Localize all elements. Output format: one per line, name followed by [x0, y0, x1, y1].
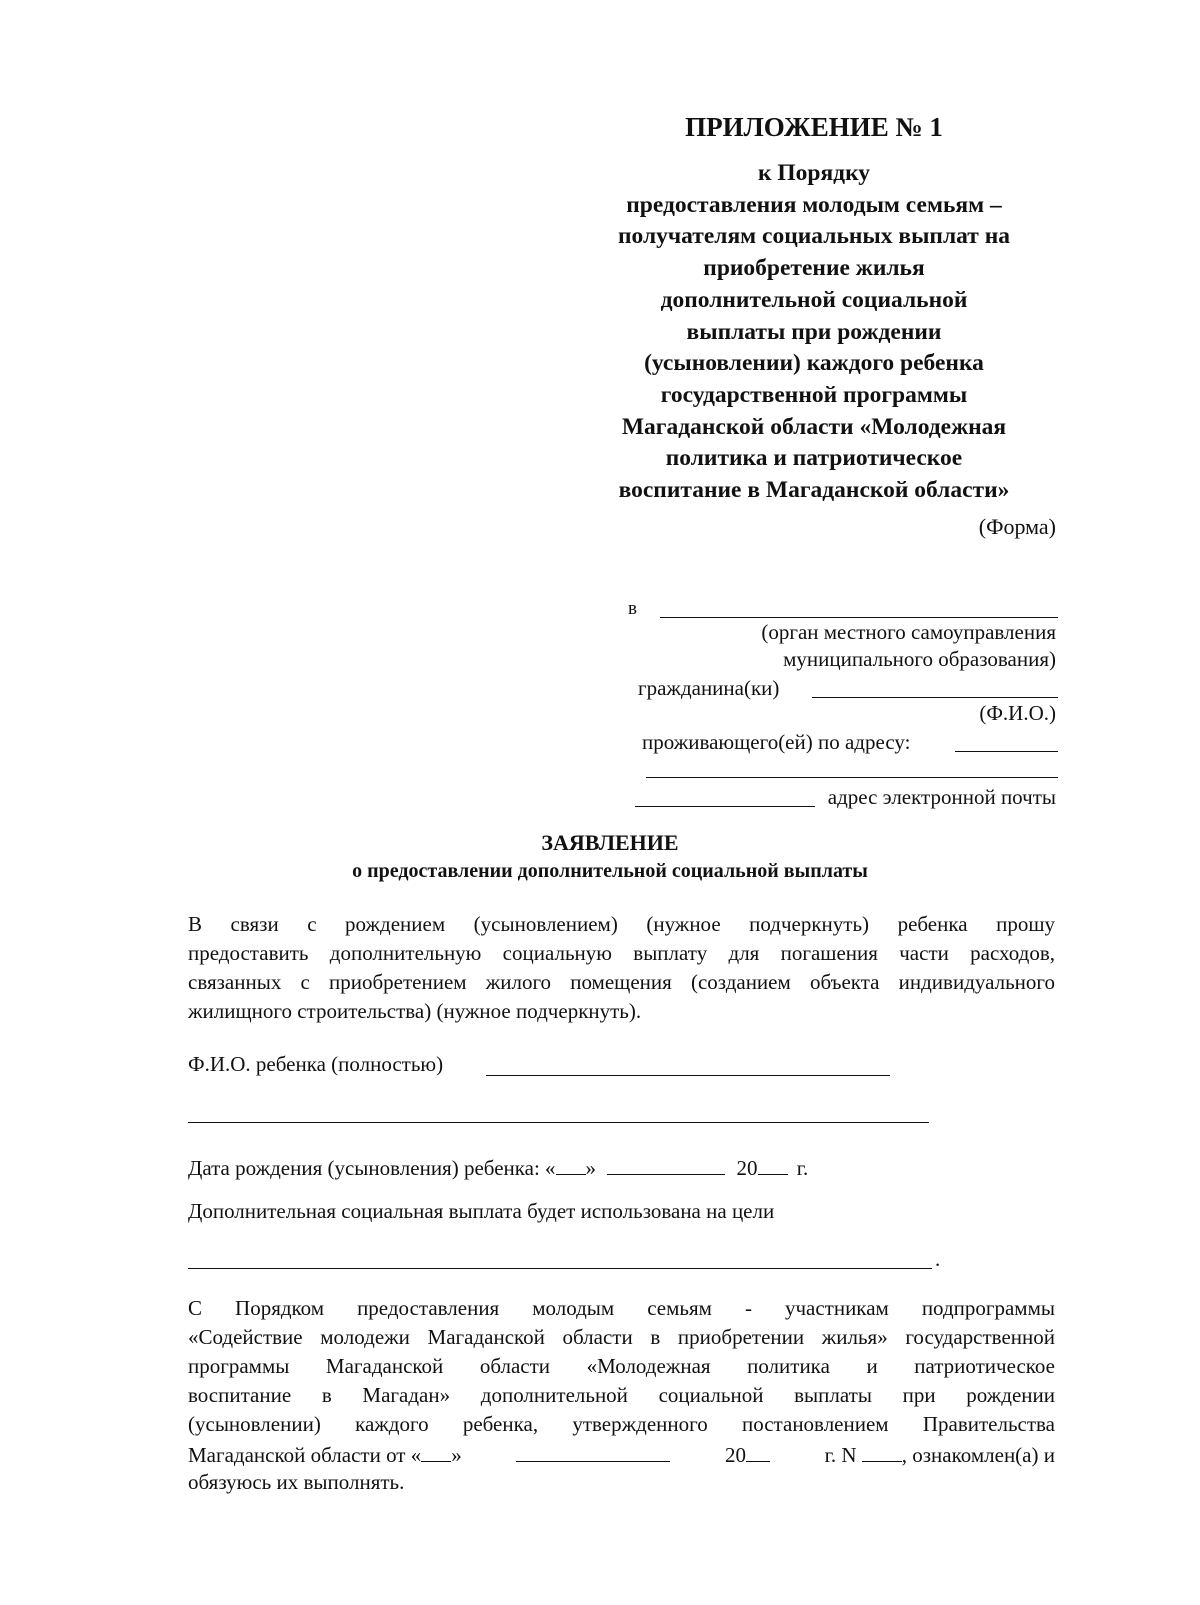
- birth-month-field[interactable]: [607, 1152, 725, 1175]
- ack-date-prefix: Магаданской области от «: [188, 1443, 422, 1468]
- child-fio-label: Ф.И.О. ребенка (полностью): [188, 1052, 444, 1076]
- ack-number-prefix: г. N: [824, 1443, 857, 1468]
- ack-line: «Содействие молодежи Магаданской области в приобретении жилья» государственной: [188, 1325, 1055, 1349]
- appendix-line: к Порядку: [757, 160, 871, 186]
- statement-paragraph: [188, 910, 1055, 1026]
- citizen-label: гражданина(ки): [638, 676, 780, 700]
- paragraph-line: связанных с приобретением жилого помещения (созданием объекта индивидуального: [188, 970, 1055, 994]
- birth-day-field[interactable]: [556, 1152, 586, 1175]
- appendix-line: (усыновлении) каждого ребенка: [644, 350, 984, 377]
- paragraph-line: жилищного строительства) (нужное подчеркнуть).: [188, 999, 642, 1023]
- birth-year-prefix: 20: [736, 1156, 758, 1181]
- paragraph-line: предоставить дополнительную социальную выплату для погашения части расходов,: [188, 941, 1055, 965]
- fio-caption: (Ф.И.О.): [979, 701, 1056, 725]
- ack-year-field[interactable]: [746, 1439, 770, 1462]
- ack-year-prefix: 20: [724, 1443, 746, 1468]
- authority-caption: муниципального образования): [783, 647, 1056, 671]
- ack-line: (усыновлении) каждого ребенка, утвержденного постановлением Правительства: [188, 1412, 1055, 1436]
- ack-line: обязуюсь их выполнять.: [188, 1470, 405, 1494]
- authority-field[interactable]: [660, 617, 1058, 618]
- address-field-line2[interactable]: [646, 777, 1058, 778]
- birth-year-suffix: г.: [796, 1156, 809, 1181]
- appendix-line: выплаты при рождении: [686, 318, 942, 345]
- ack-day-field[interactable]: [421, 1439, 451, 1462]
- statement-title: ЗАЯВЛЕНИЕ: [541, 830, 679, 855]
- birth-date-row: [188, 1152, 808, 1181]
- address-field[interactable]: [955, 751, 1058, 752]
- ack-line: программы Магаданской области «Молодежная политика и патриотическое: [188, 1354, 1055, 1378]
- appendix-line: приобретение жилья: [703, 255, 925, 282]
- authority-caption: (орган местного самоуправления: [761, 620, 1056, 644]
- purpose-field[interactable]: [188, 1268, 932, 1269]
- statement-subtitle: о предоставлении дополнительной социальной выплаты: [352, 860, 868, 882]
- child-fio-field[interactable]: [486, 1075, 890, 1076]
- ack-date-row: [188, 1439, 1055, 1468]
- ack-date-quote: »: [451, 1443, 462, 1468]
- email-label: адрес электронной почты: [827, 785, 1056, 809]
- appendix-title: ПРИЛОЖЕНИЕ № 1: [685, 112, 943, 142]
- appendix-line: государственной программы: [660, 381, 968, 408]
- ack-month-field[interactable]: [516, 1439, 670, 1462]
- appendix-line: получателям социальных выплат на: [617, 223, 1011, 250]
- to-prefix: в: [628, 598, 637, 619]
- appendix-line: политика и патриотическое: [665, 445, 963, 472]
- birth-date-quote: »: [585, 1156, 597, 1181]
- ack-number-field[interactable]: [862, 1439, 902, 1462]
- form-label: (Форма): [978, 514, 1056, 539]
- address-label: проживающего(ей) по адресу:: [642, 730, 911, 754]
- appendix-line: воспитание в Магаданской области»: [618, 477, 1010, 504]
- appendix-line: Магаданской области «Молодежная: [621, 413, 1007, 440]
- appendix-line: предоставления молодым семьям –: [626, 191, 1002, 218]
- purpose-end: .: [935, 1247, 941, 1271]
- ack-date-suffix: , ознакомлен(а) и: [901, 1443, 1055, 1468]
- ack-line: С Порядком предоставления молодым семьям - участникам подпрограммы: [188, 1296, 1055, 1320]
- acknowledgement-paragraph: [188, 1294, 1055, 1497]
- appendix-line: дополнительной социальной: [660, 286, 968, 313]
- appendix-header: [570, 110, 1058, 507]
- ack-line: воспитание в Магадан» дополнительной социальной выплаты при рождении: [188, 1383, 1055, 1407]
- paragraph-line: В связи с рождением (усыновлением) (нужное подчеркнуть) ребенка прошу: [188, 912, 1055, 936]
- birth-date-label: Дата рождения (усыновления) ребенка: «: [188, 1156, 556, 1181]
- email-field[interactable]: [635, 806, 815, 807]
- citizen-fio-field[interactable]: [812, 697, 1058, 698]
- purpose-label: Дополнительная социальная выплата будет использована на цели: [188, 1199, 775, 1223]
- birth-year-field[interactable]: [758, 1152, 788, 1175]
- child-fio-field-line2[interactable]: [188, 1122, 929, 1123]
